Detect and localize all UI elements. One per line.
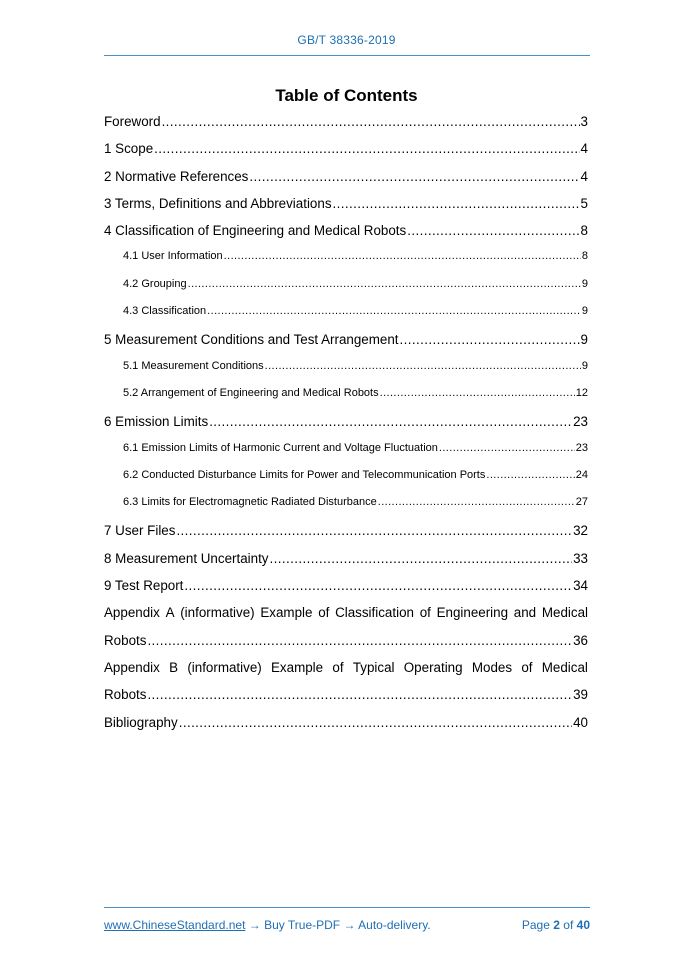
- toc-entry[interactable]: [104, 305, 588, 332]
- toc-entry-label: Foreword: [104, 114, 161, 129]
- toc-entry[interactable]: [104, 496, 588, 523]
- toc-entry-label: 9 Test Report: [104, 578, 184, 594]
- toc-leader-dots: [224, 250, 581, 262]
- toc-entry-label: 6.2 Conducted Disturbance Limits for Power and Telecommunication Ports: [123, 468, 486, 481]
- page-title: Table of Contents: [275, 86, 418, 105]
- toc-entry[interactable]: [104, 414, 588, 441]
- toc-leader-dots: [269, 551, 572, 566]
- toc-entry[interactable]: [104, 169, 588, 196]
- toc-entry-page: 3: [580, 114, 588, 129]
- page-footer: [104, 918, 590, 934]
- toc-entry-page: 32: [573, 523, 588, 539]
- appendix-word: B: [169, 659, 179, 675]
- toc-leader-dots: [179, 715, 572, 730]
- toc-leader-dots: [249, 169, 579, 184]
- toc-entry-page: 23: [573, 414, 588, 430]
- toc-entry-label: 6.3 Limits for Electromagnetic Radiated Disturbance: [123, 496, 377, 509]
- toc-entry-label: 8 Measurement Uncertainty: [104, 550, 269, 566]
- arrow-right-icon: →: [343, 918, 356, 932]
- toc-entries: [104, 114, 588, 605]
- appendix-word: Medical: [541, 605, 588, 621]
- appendix-word: Operating: [403, 659, 463, 675]
- toc-entry-page: 9: [581, 277, 588, 290]
- toc-entry-label: Robots: [104, 632, 147, 648]
- toc-entry-page: 9: [581, 359, 588, 372]
- toc-entry-label: 4.2 Grouping: [123, 277, 187, 290]
- toc-entry-label: 6.1 Emission Limits of Harmonic Current and Voltage Fluctuation: [123, 441, 438, 454]
- appendix-word: of: [318, 605, 330, 621]
- toc-leader-dots: [486, 469, 574, 481]
- toc-entry-page: 27: [575, 496, 588, 509]
- appendix-word: Appendix: [104, 605, 160, 621]
- appendix-word: Example: [271, 659, 324, 675]
- toc-entry[interactable]: [104, 223, 588, 250]
- appendix-a-line2[interactable]: [104, 633, 588, 660]
- table-of-contents: [104, 114, 588, 742]
- toc-entry-label: 6 Emission Limits: [104, 414, 209, 430]
- page-current: 2: [553, 918, 560, 932]
- toc-leader-dots: [265, 360, 581, 372]
- appendix-word: (informative): [187, 659, 262, 675]
- toc-entry-label: 7 User Files: [104, 523, 176, 539]
- appendix-word: Modes: [471, 659, 513, 675]
- toc-leader-dots: [147, 633, 572, 648]
- footer-promo: [104, 918, 431, 932]
- appendix-word: Medical: [541, 659, 588, 675]
- toc-entry-page: 40: [573, 714, 588, 730]
- appendix-word: Appendix: [104, 659, 160, 675]
- page-total: 40: [576, 918, 590, 932]
- toc-entry-page: 39: [573, 687, 588, 703]
- toc-entry-page: 34: [573, 578, 588, 594]
- toc-entry-page: 9: [581, 305, 588, 318]
- toc-leader-dots: [162, 114, 580, 129]
- toc-entry[interactable]: [104, 196, 588, 223]
- appendix-word: of: [521, 659, 533, 675]
- toc-leader-dots: [380, 387, 575, 399]
- footer-text-delivery: Auto-delivery.: [358, 918, 431, 932]
- toc-entry-page: 5: [580, 195, 588, 211]
- appendix-word: of: [419, 605, 431, 621]
- site-link[interactable]: www.ChineseStandard.net: [104, 918, 246, 932]
- appendix-word: Typical: [352, 659, 395, 675]
- toc-entry[interactable]: [104, 578, 588, 605]
- toc-entry-label: 4.3 Classification: [123, 305, 207, 318]
- toc-entry-label: Bibliography: [104, 714, 178, 730]
- page-number: [522, 918, 590, 932]
- appendix-word: and: [513, 605, 537, 621]
- page-of: of: [563, 918, 574, 932]
- toc-leader-dots: [176, 523, 572, 538]
- appendix-word: of: [332, 659, 344, 675]
- appendix-word: (informative): [180, 605, 255, 621]
- toc-entry[interactable]: [104, 250, 588, 277]
- toc-entry-page: 8: [580, 223, 588, 239]
- toc-entry[interactable]: [104, 551, 588, 578]
- toc-leader-dots: [407, 223, 579, 238]
- toc-entry-page: 9: [580, 332, 588, 348]
- toc-leader-dots: [209, 414, 572, 429]
- appendix-word: Engineering: [436, 605, 509, 621]
- toc-leader-dots: [439, 442, 575, 454]
- toc-leader-dots: [184, 578, 572, 593]
- header-divider: [104, 55, 590, 56]
- header-standard-code: GB/T 38336-2019: [297, 33, 396, 47]
- toc-entry[interactable]: [104, 469, 588, 496]
- toc-leader-dots: [378, 496, 575, 508]
- toc-entry-page: 4: [580, 168, 588, 184]
- toc-entry[interactable]: [104, 360, 588, 387]
- toc-entry-page: 36: [573, 632, 588, 648]
- footer-text-buy: Buy True-PDF: [264, 918, 341, 932]
- toc-leader-dots: [154, 141, 579, 156]
- appendix-b-line1[interactable]: [104, 660, 588, 687]
- appendix-word: Classification: [335, 605, 414, 621]
- toc-entry-label: Robots: [104, 687, 147, 703]
- toc-entry[interactable]: [104, 332, 588, 359]
- toc-entry-page: 24: [575, 468, 588, 481]
- toc-leader-dots: [400, 332, 580, 347]
- toc-entry-page: 4: [580, 141, 588, 157]
- appendix-a-line1[interactable]: [104, 605, 588, 632]
- toc-entry-label: 4 Classification of Engineering and Medical Robots: [104, 223, 407, 239]
- appendix-word: Example: [260, 605, 313, 621]
- toc-entry-page: 33: [573, 550, 588, 566]
- toc-leader-dots: [147, 687, 572, 702]
- toc-entry-label: 5.2 Arrangement of Engineering and Medical Robots: [123, 386, 379, 399]
- page-prefix: Page: [521, 918, 550, 932]
- toc-entry-label: 5.1 Measurement Conditions: [123, 359, 264, 372]
- toc-leader-dots: [207, 305, 581, 317]
- toc-entry-label: 1 Scope: [104, 141, 154, 157]
- appendix-word: A: [165, 605, 175, 621]
- toc-entry-page: 23: [575, 441, 588, 454]
- toc-entry-label: 4.1 User Information: [123, 250, 223, 263]
- toc-entry[interactable]: [104, 114, 588, 141]
- toc-entry-page: 8: [581, 250, 588, 263]
- toc-entry[interactable]: [104, 141, 588, 168]
- toc-entry[interactable]: [104, 442, 588, 469]
- toc-entry[interactable]: [104, 387, 588, 414]
- toc-entry-label: 5 Measurement Conditions and Test Arrangement: [104, 332, 399, 348]
- footer-divider: [104, 907, 590, 908]
- toc-leader-dots: [333, 196, 580, 211]
- toc-leader-dots: [188, 278, 581, 290]
- toc-entry[interactable]: [104, 523, 588, 550]
- toc-entry-page: 12: [575, 386, 588, 399]
- toc-entry-bibliography[interactable]: [104, 715, 588, 742]
- appendix-b-line2[interactable]: [104, 687, 588, 714]
- toc-entry-label: 3 Terms, Definitions and Abbreviations: [104, 195, 332, 211]
- toc-entry[interactable]: [104, 278, 588, 305]
- arrow-right-icon: →: [248, 918, 261, 932]
- toc-entry-label: 2 Normative References: [104, 168, 249, 184]
